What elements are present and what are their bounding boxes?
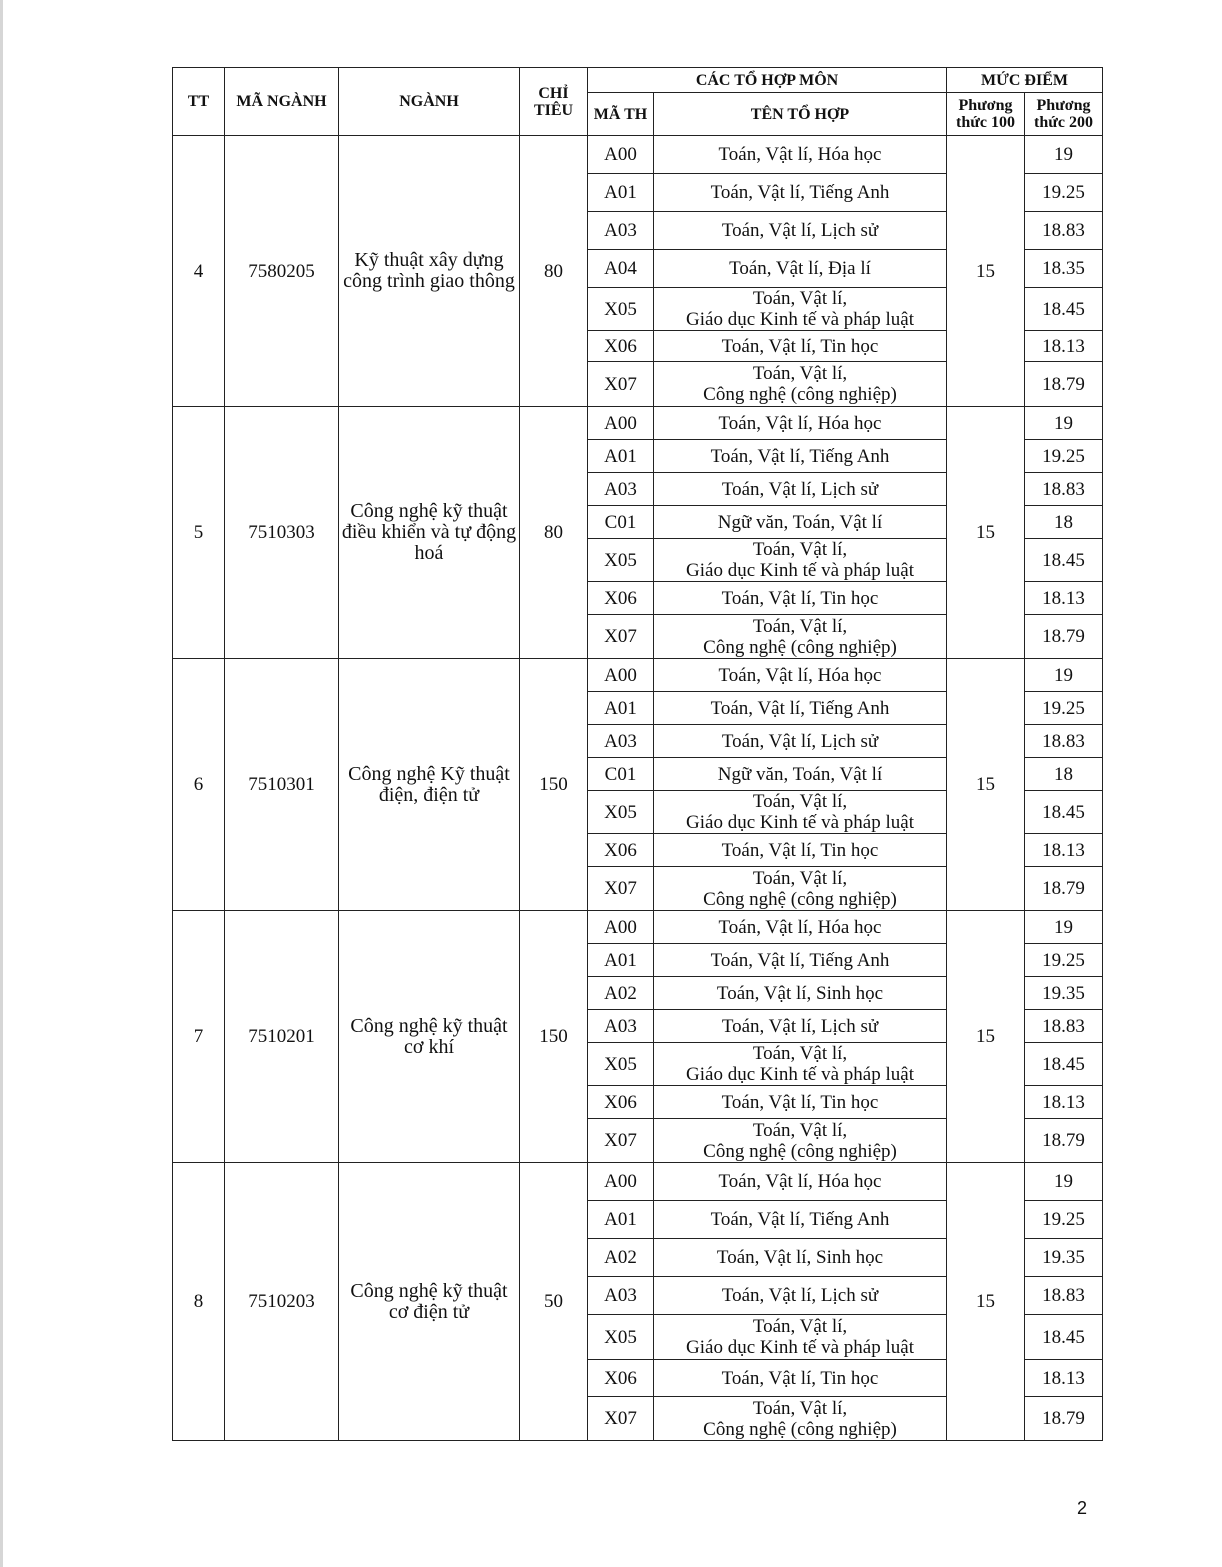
combination-code: C01 — [588, 758, 654, 791]
score-method-200: 19 — [1025, 1163, 1103, 1201]
header-method-200: Phương thức 200 — [1025, 93, 1103, 136]
score-method-200: 18.83 — [1025, 725, 1103, 758]
score-method-200: 18 — [1025, 506, 1103, 539]
combination-name — [654, 1086, 947, 1119]
combination-name — [654, 473, 947, 506]
combination-name — [654, 212, 947, 250]
score-method-100: 15 — [947, 407, 1025, 659]
combination-code: X05 — [588, 791, 654, 834]
header-combination-code: MÃ TH — [588, 93, 654, 136]
score-method-200: 18.35 — [1025, 250, 1103, 288]
combination-name-line: Toán, Vật lí, Lịch sử — [721, 1015, 879, 1037]
table-row — [173, 659, 1103, 692]
combination-name — [654, 582, 947, 615]
combination-code: A02 — [588, 1239, 654, 1277]
combination-code: X06 — [588, 582, 654, 615]
combination-name-line: Giáo dục Kinh tế và pháp luật — [686, 309, 914, 330]
combination-name — [654, 407, 947, 440]
combination-name — [654, 834, 947, 867]
combination-name-line: Toán, Vật lí, Lịch sử — [721, 730, 879, 752]
table-row — [173, 136, 1103, 174]
score-method-200: 18.45 — [1025, 1315, 1103, 1360]
major-quota: 50 — [520, 1163, 588, 1441]
score-method-200: 18.45 — [1025, 1043, 1103, 1086]
row-tt: 5 — [173, 407, 225, 659]
combination-name — [654, 250, 947, 288]
combination-name — [654, 1360, 947, 1397]
row-tt: 8 — [173, 1163, 225, 1441]
table-row — [173, 1163, 1103, 1201]
score-method-200: 19 — [1025, 911, 1103, 944]
combination-name-line: Toán, Vật lí, Lịch sử — [721, 220, 879, 241]
score-method-200: 19.25 — [1025, 1201, 1103, 1239]
combination-name-line: Toán, Vật lí, Tiếng Anh — [710, 697, 890, 719]
combination-code: A03 — [588, 1277, 654, 1315]
combination-code: A03 — [588, 725, 654, 758]
header-major-code: MÃ NGÀNH — [225, 68, 339, 136]
combination-name-line: Ngữ văn, Toán, Vật lí — [717, 763, 883, 785]
major-code: 7510301 — [225, 659, 339, 911]
combination-name-line: Giáo dục Kinh tế và pháp luật — [686, 812, 914, 833]
combination-code: A03 — [588, 473, 654, 506]
score-method-200: 19 — [1025, 407, 1103, 440]
combination-name-line: Toán, Vật lí, — [752, 867, 848, 889]
major-code: 7580205 — [225, 136, 339, 407]
combination-name — [654, 1010, 947, 1043]
combination-code: X07 — [588, 867, 654, 911]
combination-code: X05 — [588, 1043, 654, 1086]
combination-name — [654, 659, 947, 692]
score-method-200: 18.13 — [1025, 582, 1103, 615]
score-method-200: 18.83 — [1025, 1277, 1103, 1315]
combination-name-line: Toán, Vật lí, Địa lí — [729, 258, 871, 279]
combination-name-line: Toán, Vật lí, Hóa học — [718, 916, 882, 938]
combination-name-line: Toán, Vật lí, Tiếng Anh — [710, 182, 890, 203]
combination-name-line: Toán, Vật lí, — [752, 1119, 848, 1141]
combination-name-line: Toán, Vật lí, Tin học — [721, 839, 879, 861]
combination-code: A01 — [588, 174, 654, 212]
combination-name — [654, 725, 947, 758]
combination-name-line: Toán, Vật lí, Hóa học — [718, 412, 882, 434]
major-code: 7510203 — [225, 1163, 339, 1441]
header-quota: CHỈ TIÊU — [520, 68, 588, 136]
combination-code: X06 — [588, 331, 654, 362]
score-method-200: 19.25 — [1025, 944, 1103, 977]
combination-name-line: Ngữ văn, Toán, Vật lí — [717, 511, 883, 533]
combination-code: A04 — [588, 250, 654, 288]
admission-score-table — [172, 67, 1103, 1441]
combination-name — [654, 136, 947, 174]
combination-name — [654, 440, 947, 473]
header-method-100: Phương thức 100 — [947, 93, 1025, 136]
combination-name — [654, 615, 947, 659]
major-quota: 150 — [520, 659, 588, 911]
score-method-100: 15 — [947, 911, 1025, 1163]
combination-name-line: Công nghệ (công nghiệp) — [703, 1140, 897, 1162]
score-method-200: 18.79 — [1025, 867, 1103, 911]
combination-name — [654, 1119, 947, 1163]
score-method-200: 18.45 — [1025, 539, 1103, 582]
header-score-levels: MỨC ĐIỂM — [947, 68, 1103, 93]
score-method-200: 18.83 — [1025, 212, 1103, 250]
combination-code: C01 — [588, 506, 654, 539]
combination-name-line: Toán, Vật lí, Tiếng Anh — [710, 445, 890, 467]
major-quota: 80 — [520, 407, 588, 659]
major-quota: 80 — [520, 136, 588, 407]
combination-name-line: Công nghệ (công nghiệp) — [703, 384, 897, 405]
score-method-200: 18.13 — [1025, 1360, 1103, 1397]
score-method-200: 19.25 — [1025, 692, 1103, 725]
combination-code: X06 — [588, 1086, 654, 1119]
major-name: Kỹ thuật xây dựng công trình giao thông — [339, 136, 520, 407]
combination-name-line: Toán, Vật lí, — [752, 615, 848, 637]
combination-name-line: Toán, Vật lí, — [752, 1043, 848, 1064]
page-number: 2 — [1076, 1498, 1087, 1518]
combination-name — [654, 362, 947, 407]
score-method-200: 18 — [1025, 758, 1103, 791]
combination-code: X07 — [588, 1397, 654, 1441]
combination-name-line: Toán, Vật lí, — [752, 539, 848, 560]
row-tt: 6 — [173, 659, 225, 911]
combination-name — [654, 791, 947, 834]
score-method-200: 18.79 — [1025, 362, 1103, 407]
combination-code: A01 — [588, 944, 654, 977]
combination-name — [654, 758, 947, 791]
combination-code: A01 — [588, 692, 654, 725]
combination-code: X07 — [588, 615, 654, 659]
combination-name-line: Toán, Vật lí, Hóa học — [718, 144, 882, 165]
combination-code: X05 — [588, 288, 654, 331]
combination-name-line: Toán, Vật lí, Tiếng Anh — [710, 1209, 890, 1230]
combination-name-line: Toán, Vật lí, Tiếng Anh — [710, 949, 890, 971]
combination-name-line: Toán, Vật lí, — [752, 1397, 848, 1419]
combination-name-line: Toán, Vật lí, Hóa học — [718, 1171, 882, 1192]
table-body — [173, 136, 1103, 1441]
page-edge — [0, 0, 3, 1567]
major-name: Công nghệ kỹ thuật cơ khí — [339, 911, 520, 1163]
score-method-100: 15 — [947, 1163, 1025, 1441]
score-method-200: 19.35 — [1025, 977, 1103, 1010]
combination-name-line: Toán, Vật lí, Tin học — [721, 335, 879, 357]
combination-code: A00 — [588, 911, 654, 944]
combination-name-line: Công nghệ (công nghiệp) — [703, 888, 897, 910]
score-method-200: 18.83 — [1025, 1010, 1103, 1043]
score-method-200: 19.25 — [1025, 174, 1103, 212]
table-row — [173, 911, 1103, 944]
combination-code: X07 — [588, 362, 654, 407]
combination-name-line: Toán, Vật lí, Sinh học — [716, 1247, 884, 1268]
score-method-200: 18.79 — [1025, 615, 1103, 659]
combination-name-line: Toán, Vật lí, Hóa học — [718, 664, 882, 686]
combination-name — [654, 692, 947, 725]
combination-name-line: Toán, Vật lí, Tin học — [721, 587, 879, 609]
combination-name-line: Công nghệ (công nghiệp) — [703, 1418, 897, 1440]
major-name: Công nghệ kỹ thuật điều khiển và tự động hoá — [339, 407, 520, 659]
score-method-200: 18.45 — [1025, 791, 1103, 834]
major-name: Công nghệ Kỹ thuật điện, điện tử — [339, 659, 520, 911]
combination-code: X07 — [588, 1119, 654, 1163]
combination-code: A00 — [588, 136, 654, 174]
combination-name — [654, 977, 947, 1010]
combination-name — [654, 174, 947, 212]
table-row — [173, 407, 1103, 440]
header-subject-combinations: CÁC TỔ HỢP MÔN — [588, 68, 947, 93]
combination-name — [654, 1201, 947, 1239]
combination-code: A03 — [588, 212, 654, 250]
combination-name-line: Toán, Vật lí, Tin học — [721, 1091, 879, 1113]
score-method-100: 15 — [947, 659, 1025, 911]
combination-name — [654, 288, 947, 331]
score-method-200: 18.13 — [1025, 834, 1103, 867]
score-method-200: 18.45 — [1025, 288, 1103, 331]
combination-name-line: Toán, Vật lí, Lịch sử — [721, 478, 879, 500]
combination-name-line: Công nghệ (công nghiệp) — [703, 636, 897, 658]
combination-name — [654, 944, 947, 977]
combination-code: A03 — [588, 1010, 654, 1043]
score-method-200: 19.35 — [1025, 1239, 1103, 1277]
combination-name — [654, 1315, 947, 1360]
combination-name-line: Toán, Vật lí, — [752, 791, 848, 812]
table-header — [173, 68, 1103, 136]
major-code: 7510201 — [225, 911, 339, 1163]
score-method-200: 19 — [1025, 659, 1103, 692]
score-method-200: 18.13 — [1025, 331, 1103, 362]
major-quota: 150 — [520, 911, 588, 1163]
combination-code: A01 — [588, 440, 654, 473]
header-tt: TT — [173, 68, 225, 136]
combination-code: X05 — [588, 539, 654, 582]
score-method-100: 15 — [947, 136, 1025, 407]
major-name: Công nghệ kỹ thuật cơ điện tử — [339, 1163, 520, 1441]
header-major: NGÀNH — [339, 68, 520, 136]
combination-name-line: Toán, Vật lí, Tin học — [721, 1367, 879, 1389]
combination-name — [654, 911, 947, 944]
combination-name-line: Toán, Vật lí, Lịch sử — [721, 1285, 879, 1306]
combination-name — [654, 1397, 947, 1441]
combination-code: A02 — [588, 977, 654, 1010]
combination-name-line: Toán, Vật lí, Sinh học — [716, 982, 884, 1004]
combination-name-line: Toán, Vật lí, — [752, 363, 848, 384]
row-tt: 7 — [173, 911, 225, 1163]
combination-name — [654, 1277, 947, 1315]
combination-name-line: Toán, Vật lí, — [752, 288, 848, 309]
header-combination-name: TÊN TỔ HỢP — [654, 93, 947, 136]
combination-name — [654, 1043, 947, 1086]
combination-code: X05 — [588, 1315, 654, 1360]
score-method-200: 18.79 — [1025, 1397, 1103, 1441]
combination-code: A00 — [588, 1163, 654, 1201]
combination-name — [654, 1239, 947, 1277]
score-method-200: 18.79 — [1025, 1119, 1103, 1163]
combination-name-line: Toán, Vật lí, — [752, 1316, 848, 1337]
combination-name — [654, 506, 947, 539]
combination-name — [654, 331, 947, 362]
combination-name-line: Giáo dục Kinh tế và pháp luật — [686, 560, 914, 581]
combination-name-line: Giáo dục Kinh tế và pháp luật — [686, 1337, 914, 1358]
combination-name-line: Giáo dục Kinh tế và pháp luật — [686, 1064, 914, 1085]
score-method-200: 18.13 — [1025, 1086, 1103, 1119]
row-tt: 4 — [173, 136, 225, 407]
major-code: 7510303 — [225, 407, 339, 659]
combination-name — [654, 539, 947, 582]
combination-code: X06 — [588, 834, 654, 867]
combination-code: A00 — [588, 659, 654, 692]
combination-code: X06 — [588, 1360, 654, 1397]
combination-code: A01 — [588, 1201, 654, 1239]
combination-name — [654, 867, 947, 911]
score-method-200: 18.83 — [1025, 473, 1103, 506]
combination-name — [654, 1163, 947, 1201]
score-method-200: 19 — [1025, 136, 1103, 174]
score-method-200: 19.25 — [1025, 440, 1103, 473]
combination-code: A00 — [588, 407, 654, 440]
